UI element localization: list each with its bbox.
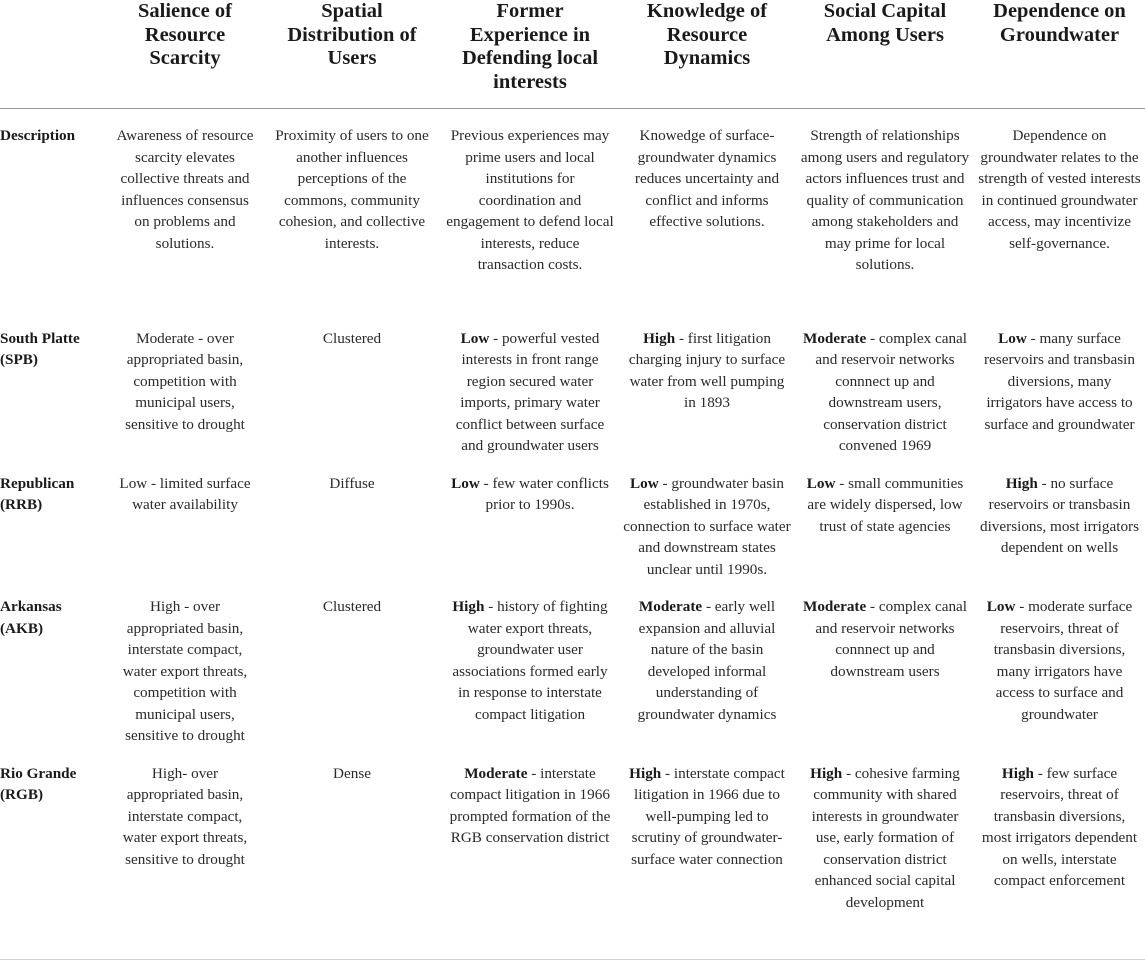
- table-cell: [974, 747, 1145, 917]
- table-cell: [618, 747, 796, 917]
- table-cell: [974, 312, 1145, 457]
- table-cell: [974, 457, 1145, 581]
- table-row-arkansas: [0, 580, 1145, 747]
- level-label: Low: [986, 598, 1016, 615]
- table-cell: Previous experiences may prime users and local institutions for coordination and engagement to defend local interests, reduce transaction costs.: [446, 127, 614, 273]
- cell-text: - powerful vested interests in front range region secured water imports, primary water conflict between surface and groundwater users: [455, 329, 605, 454]
- row-label: Republican (RRB): [0, 474, 75, 513]
- cell-text: - many surface reservoirs and transbasin diversions, many irrigators have access to surface and groundwater: [984, 329, 1135, 433]
- table-cell: Dependence on groundwater relates to the strength of vested interests in continued groundwater access, may incentivize self-governance.: [978, 127, 1141, 252]
- table-cell: Knowedge of surface-groundwater dynamics reduces uncertainty and conflict and informs effective solutions.: [634, 127, 780, 230]
- table-cell: [618, 580, 796, 747]
- level-label: Low: [998, 329, 1027, 347]
- cell-text: - few surface reservoirs, threat of transbasin diversions, most irrigators dependent on wells, interstate compact enforcement: [981, 764, 1138, 889]
- table-cell: [618, 457, 796, 581]
- header-dependence: Dependence on Groundwater: [974, 0, 1145, 109]
- header-salience: Salience of Resource Scarcity: [108, 0, 262, 109]
- row-label: Arkansas (AKB): [0, 598, 62, 637]
- table-row-description: [0, 109, 1145, 312]
- header-experience: Former Experience in Defending local interests: [442, 0, 618, 109]
- level-label: Low: [460, 329, 490, 347]
- cell-text: - first litigation charging injury to surface water from well pumping in 1893: [628, 329, 786, 411]
- table-cell: [974, 580, 1145, 747]
- table-cell: [442, 747, 618, 917]
- cell-text: - no surface reservoirs or transbasin diversions, most irrigators dependent on wells: [979, 474, 1140, 556]
- level-label: High: [1005, 474, 1038, 492]
- cell-text: - interstate compact litigation in 1966 prompted formation of the RGB conservation district: [449, 764, 611, 846]
- cell-text: - complex canal and reservoir networks connnect up and downstream users: [815, 598, 968, 680]
- header-social-capital: Social Capital Among Users: [796, 0, 974, 109]
- table-cell: [796, 312, 974, 457]
- table-row-south-platte: [0, 312, 1145, 457]
- table-cell: Dense: [333, 764, 371, 782]
- table-cell: [796, 747, 974, 917]
- level-label: High: [629, 764, 662, 782]
- cell-text: - groundwater basin established in 1970s, connection to surface water and downstream states unclear until 1990s.: [623, 474, 791, 578]
- table-cell: [442, 580, 618, 747]
- cell-text: - interstate compact litigation in 1966 due to well-pumping led to scrutiny of groundwater-surface water connection: [631, 764, 785, 868]
- row-label: South Platte (SPB): [0, 329, 80, 368]
- table-cell: [796, 457, 974, 581]
- table-cell: [618, 312, 796, 457]
- level-label: High: [1001, 764, 1034, 782]
- cell-text: - early well expansion and alluvial nature of the basin developed informal understanding of groundwater dynamics: [637, 598, 777, 723]
- table-cell: [796, 580, 974, 747]
- table-cell: [442, 457, 618, 581]
- level-label: Moderate: [802, 329, 867, 347]
- cell-text: - small communities are widely dispersed, low trust of state agencies: [807, 474, 964, 535]
- table-cell: Moderate - over appropriated basin, competition with municipal users, sensitive to drought: [125, 329, 245, 433]
- header-spatial: Spatial Distribution of Users: [262, 0, 442, 109]
- level-label: Moderate: [638, 598, 703, 615]
- level-label: Low: [806, 474, 836, 492]
- table-cell: Clustered: [322, 329, 382, 347]
- header-knowledge: Knowledge of Resource Dynamics: [618, 0, 796, 109]
- bottom-rule: [0, 959, 1145, 960]
- table-cell: Diffuse: [329, 474, 375, 492]
- cell-text: - complex canal and reservoir networks connnect up and downstream users, conservation district convened 1969: [815, 329, 968, 454]
- cell-text: - history of fighting water export threats, groundwater user associations formed early in response to interstate compact litigation: [452, 598, 608, 723]
- table-cell: [442, 312, 618, 457]
- row-label: Description: [0, 127, 76, 144]
- table-row-rio-grande: [0, 747, 1145, 917]
- cell-text: - moderate surface reservoirs, threat of transbasin diversions, many irrigators have access to surface and groundwater: [993, 598, 1133, 723]
- table-cell: Clustered: [322, 598, 382, 615]
- cell-text: - few water conflicts prior to 1990s.: [479, 474, 609, 513]
- table-cell: Low - limited surface water availability: [119, 474, 251, 513]
- table-cell: High- over appropriated basin, interstate compact, water export threats, sensitive to drought: [122, 764, 248, 868]
- level-label: Low: [451, 474, 480, 492]
- level-label: Moderate: [802, 598, 867, 615]
- table-cell: High - over appropriated basin, interstate compact, water export threats, competition with municipal users, sensitive to drought: [122, 598, 248, 744]
- table-cell: Awareness of resource scarcity elevates collective threats and influences consensus on problems and solutions.: [116, 127, 254, 252]
- header-row: [0, 0, 1145, 109]
- header-corner: [0, 0, 108, 109]
- table-cell: Proximity of users to one another influences perceptions of the commons, community cohesion, and collective interests.: [275, 127, 429, 252]
- table-cell: Strength of relationships among users and regulatory actors influences trust and quality of communication among stakeholders and may prime for local solutions.: [800, 127, 970, 273]
- row-label: Rio Grande (RGB): [0, 764, 77, 803]
- level-label: Moderate: [464, 764, 528, 782]
- level-label: High: [810, 764, 843, 782]
- level-label: Low: [630, 474, 659, 492]
- level-label: High: [452, 598, 485, 615]
- cell-text: - cohesive farming community with shared interests in groundwater use, early formation of conservation district enhanced social capital development: [811, 764, 960, 911]
- level-label: High: [643, 329, 676, 347]
- table-row-republican: [0, 457, 1145, 581]
